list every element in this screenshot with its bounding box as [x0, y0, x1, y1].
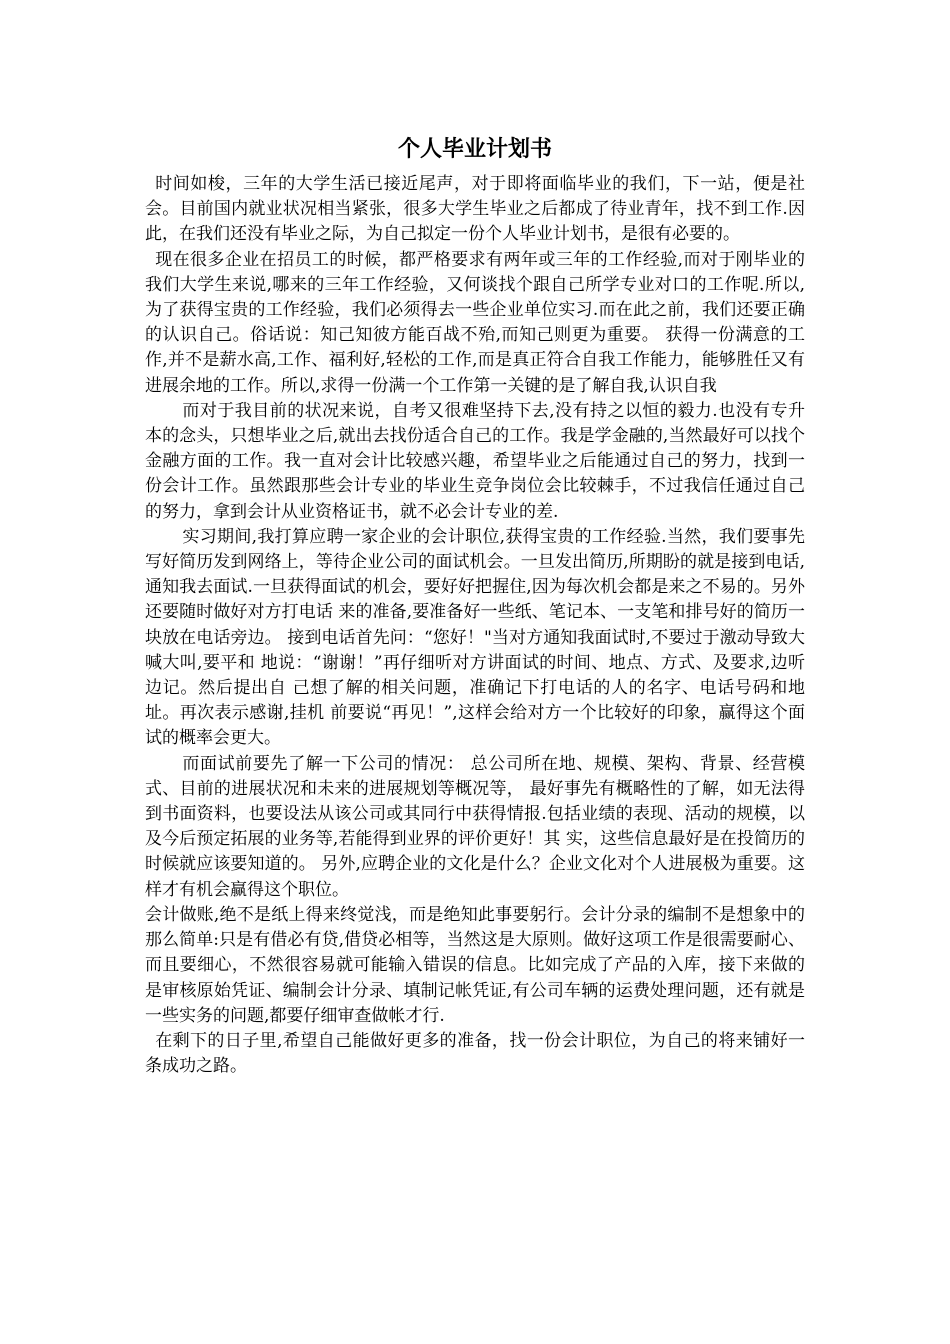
paragraph-current-situation: 而对于我目前的状况来说，自考又很难坚持下去,没有持之以恒的毅力.也没有专升本的念头，只想毕业之后,就出去找份适合自己的工作。我是学金融的,当然最好可以找个金融方面的工作。我一直对会计比较感兴趣，希望毕业之后能通过自己的努力，找到一份会计工作。虽然跟那些会计专业的毕业生竞争岗位会比较棘手，不过我信任通过自己的努力，拿到会计从业资格证书，就不必会计专业的差. [145, 400, 805, 522]
paragraph-interview-prep: 而面试前要先了解一下公司的情况： 总公司所在地、规模、架构、背景、经营模式、目前的进展状况和未来的进展规划等概况等， 最好事先有概略性的了解，如无法得到书面资料，也要设法从该公司或其同行中获得情报.包括业绩的表现、活动的规模，以及今后预定拓展的业务等,若能得到业界的评价更好！其 实，这些信息最好是在投简历的时候就应该要知道的。 另外,应聘企业的文化是什么？企业文化对个人进展极为重要。这样才有机会赢得这个职位。 [145, 753, 805, 900]
paragraph-internship: 实习期间,我打算应聘一家企业的会计职位,获得宝贵的工作经验.当然，我们要事先写好简历发到网络上，等待企业公司的面试机会。一旦发出简历,所期盼的就是接到电话,通知我去面试.一旦获得面试的机会，要好好把握住,因为每次机会都是来之不易的。另外还要随时做好对方打电话 来的准备,要准备好一些纸、笔记本、一支笔和排号好的简历一块放在电话旁边。 接到电话首先问：“您好！"当对方通知我面试时,不要过于激动导致大喊大叫,要平和 地说：“谢谢！”再仔细听对方讲面试的时间、地点、方式、及要求,边听边记。然后提出自 己想了解的相关问题，准确记下打电话的人的名字、电话号码和地址。再次表示感谢,挂机 前要说“再见！”,这样会给对方一个比较好的印象，赢得这个面试的概率会更大。 [145, 526, 805, 749]
document-title: 个人毕业计划书 [397, 137, 552, 162]
document-body [145, 172, 805, 1079]
paragraph-conclusion: 在剩下的日子里,希望自己能做好更多的准备，找一份会计职位，为自己的将来铺好一条成功之路。 [145, 1030, 805, 1077]
paragraph-work-experience: 现在很多企业在招员工的时候，都严格要求有两年或三年的工作经验,而对于刚毕业的我们大学生来说,哪来的三年工作经验，又何谈找个跟自己所学专业对口的工作呢.所以,为了获得宝贵的工作经验，我们必须得去一些企业单位实习.而在此之前，我们还要正确的认识自己。俗话说：知己知彼方能百战不殆,而知己则更为重要。 获得一份满意的工作,并不是薪水高,工作、福利好,轻松的工作,而是真正符合自我工作能力，能够胜任又有进展余地的工作。所以,求得一份满一个工作第一关键的是了解自我,认识自我 [145, 249, 805, 396]
paragraph-accounting: 会计做账,绝不是纸上得来终觉浅，而是绝知此事要躬行。会计分录的编制不是想象中的那么简单:只是有借必有贷,借贷必相等，当然这是大原则。做好这项工作是很需要耐心、而且要细心，不然很容易就可能输入错误的信息。比如完成了产品的入库，接下来做的是审核原始凭证、编制会计分录、填制记帐凭证,有公司车辆的运费处理问题，还有就是一些实务的问题,都要仔细审查做帐才行. [145, 904, 805, 1026]
paragraph-intro: 时间如梭，三年的大学生活已接近尾声，对于即将面临毕业的我们，下一站，便是社会。目前国内就业状况相当紧张，很多大学生毕业之后都成了待业青年，找不到工作.因此，在我们还没有毕业之际，为自己拟定一份个人毕业计划书，是很有必要的。 [145, 174, 805, 245]
